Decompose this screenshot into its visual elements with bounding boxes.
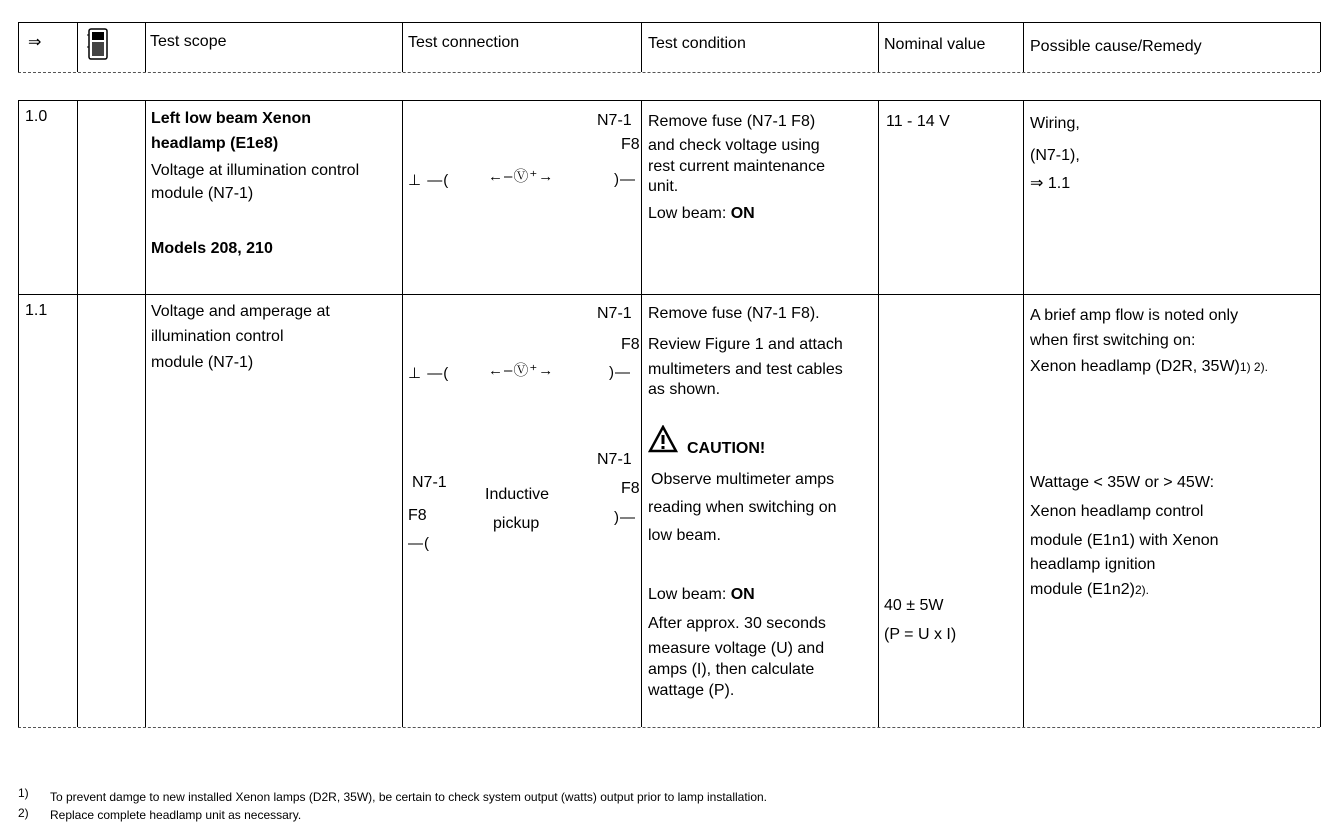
arrow-header: ⇒ <box>28 34 42 51</box>
remedy-text: A brief amp flow is noted only <box>1030 307 1239 324</box>
fuse-connector-icon: )— <box>614 509 636 526</box>
remedy-text: module (E1n1) with Xenon <box>1030 532 1219 549</box>
remedy-text: Wattage < 35W or > 45W: <box>1030 474 1215 491</box>
remedy-text <box>1030 580 1149 601</box>
clamp-connector-icon: —( <box>408 535 430 552</box>
condition-text: Observe multimeter amps <box>651 471 835 488</box>
condition-text: Remove fuse (N7-1 F8). <box>648 305 820 322</box>
models-label: Models 208, 210 <box>151 240 273 257</box>
low-beam-label: Low beam: <box>648 205 731 222</box>
voltmeter-icon: ←‒Ⓥ⁺→ <box>488 168 555 185</box>
connection-pin: N7-1 <box>597 305 632 322</box>
connection-pin: F8 <box>621 336 640 353</box>
fuse-connector-icon: )— <box>614 171 636 188</box>
fuse-connector-icon: )— <box>609 364 631 381</box>
footnote-ref: 2). <box>1134 583 1149 597</box>
remedy-text: headlamp ignition <box>1030 556 1156 573</box>
scope-text: illumination control <box>151 328 284 345</box>
condition-low-beam <box>648 204 755 225</box>
connection-pin: N7-1 <box>597 451 632 468</box>
ground-connector-icon: ⊥ —( <box>408 172 450 189</box>
condition-text: and check voltage using <box>648 137 820 154</box>
ground-connector-icon: ⊥ —( <box>408 365 450 382</box>
remedy-text: Xenon headlamp control <box>1030 503 1204 520</box>
nominal-value: 11 - 14 V <box>886 113 950 130</box>
condition-text: rest current maintenance <box>648 158 825 175</box>
connection-pin: N7-1 <box>597 112 632 129</box>
low-beam-label: Low beam: <box>648 586 731 603</box>
condition-text: unit. <box>648 178 679 195</box>
warning-triangle-icon <box>648 425 678 458</box>
scope-title: headlamp (E1e8) <box>151 135 279 152</box>
remedy-text: ⇒ 1.1 <box>1030 175 1071 192</box>
header-test-condition: Test condition <box>648 35 746 52</box>
remedy-text: (N7-1), <box>1030 147 1080 164</box>
footnote-text: To prevent damge to new installed Xenon lamps (D2R, 35W), be certain to check system output (watts) output prior to lamp installation. <box>50 790 768 804</box>
nominal-value: 40 ± 5W <box>884 597 944 614</box>
condition-text: as shown. <box>648 381 721 398</box>
condition-low-beam <box>648 585 755 606</box>
scope-text: Voltage and amperage at <box>151 303 330 320</box>
tester-device-icon <box>85 27 111 66</box>
remedy-text-main: Xenon headlamp (D2R, 35W) <box>1030 358 1240 375</box>
caution-label: CAUTION! <box>687 440 766 457</box>
footnote-number: 1) <box>18 786 29 800</box>
condition-text: multimeters and test cables <box>648 361 843 378</box>
header-test-scope: Test scope <box>150 33 227 50</box>
footnote-number: 2) <box>18 806 29 820</box>
condition-text: low beam. <box>648 527 721 544</box>
remedy-text: when first switching on: <box>1030 332 1196 349</box>
scope-text: module (N7-1) <box>151 354 254 371</box>
footnote-ref: 1) 2). <box>1239 360 1268 374</box>
connection-pin: F8 <box>408 507 427 524</box>
low-beam-value: ON <box>730 205 755 222</box>
voltmeter-icon: ←‒Ⓥ⁺→ <box>488 362 555 379</box>
connection-pin: F8 <box>621 136 640 153</box>
condition-text: Review Figure 1 and attach <box>648 336 843 353</box>
scope-desc: module (N7-1) <box>151 185 254 202</box>
remedy-text: Wiring, <box>1030 115 1080 132</box>
footnote-text: Replace complete headlamp unit as necessary. <box>50 808 302 822</box>
header-remedy: Possible cause/Remedy <box>1030 38 1202 55</box>
condition-text: wattage (P). <box>648 682 735 699</box>
condition-text: Remove fuse (N7-1 F8) <box>648 113 816 130</box>
header-nominal-value: Nominal value <box>884 36 986 53</box>
connection-pin: N7-1 <box>412 474 447 491</box>
inductive-pickup-label: pickup <box>493 515 540 532</box>
scope-desc: Voltage at illumination control <box>151 162 360 179</box>
remedy-text <box>1030 357 1268 378</box>
condition-text: measure voltage (U) and <box>648 640 825 657</box>
header-test-connection: Test connection <box>408 34 520 51</box>
row-number: 1.0 <box>25 108 48 125</box>
remedy-text-main: module (E1n2) <box>1030 581 1135 598</box>
condition-text: After approx. 30 seconds <box>648 615 826 632</box>
low-beam-value: ON <box>730 586 755 603</box>
connection-pin: F8 <box>621 480 640 497</box>
scope-title: Left low beam Xenon <box>151 110 312 127</box>
nominal-formula: (P = U x I) <box>884 626 957 643</box>
row-number: 1.1 <box>25 302 48 319</box>
condition-text: amps (I), then calculate <box>648 661 815 678</box>
condition-text: reading when switching on <box>648 499 837 516</box>
inductive-pickup-label: Inductive <box>485 486 550 503</box>
